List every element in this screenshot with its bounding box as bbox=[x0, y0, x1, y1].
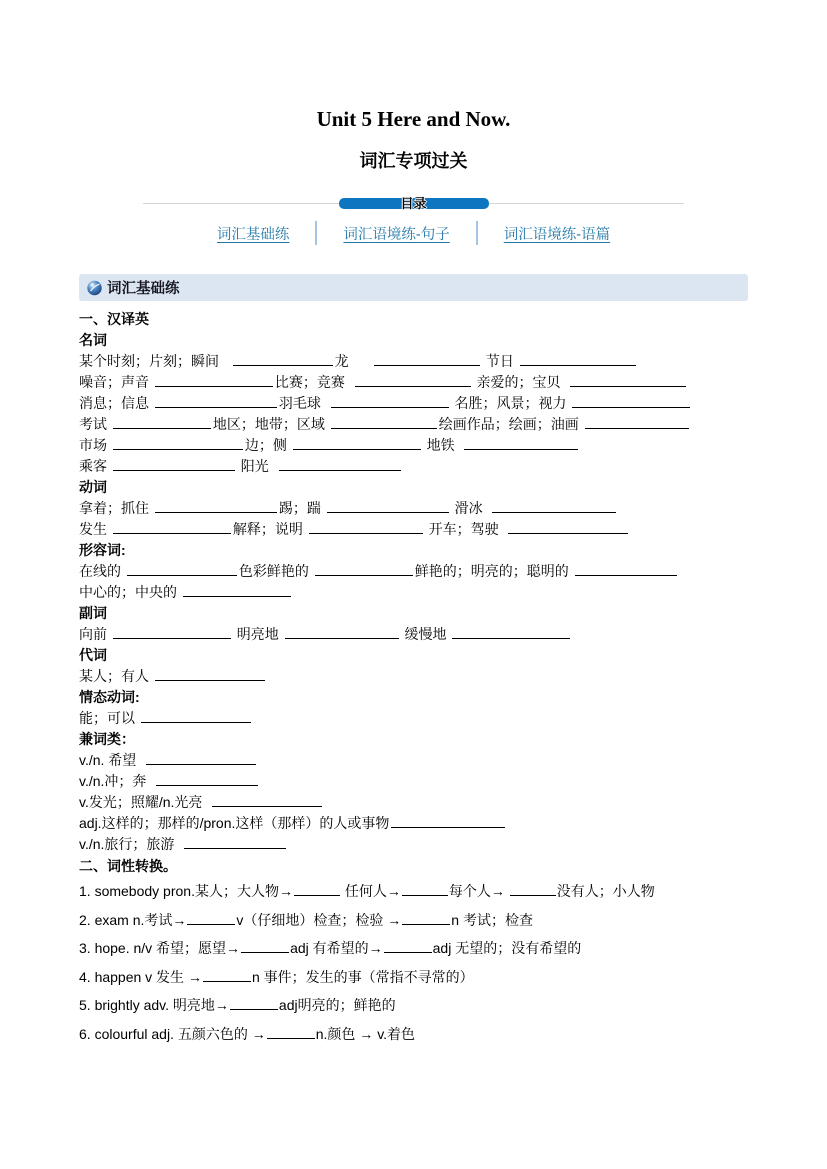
row-text: 考试 bbox=[79, 416, 111, 432]
toc-label: 目录 bbox=[400, 196, 427, 211]
row-text: 地区；地带；区域 bbox=[212, 416, 329, 432]
answer-blank[interactable] bbox=[113, 626, 231, 639]
row-text: 绘画作品；绘画；油画 bbox=[438, 416, 583, 432]
row-text: 某个时刻；片刻；瞬间 bbox=[79, 353, 231, 369]
vocab-row bbox=[79, 372, 748, 393]
row-text: 阳光 bbox=[236, 458, 277, 474]
toc-divider bbox=[79, 196, 748, 212]
row-text: 3. hope. n/v 希望；愿望→ bbox=[79, 940, 241, 956]
row-text: 解释；说明 bbox=[232, 521, 307, 537]
vocab-row bbox=[79, 792, 748, 813]
answer-blank[interactable] bbox=[331, 416, 437, 429]
answer-blank[interactable] bbox=[374, 353, 480, 366]
answer-blank[interactable] bbox=[510, 883, 556, 896]
row-text: 2. exam n.考试→ bbox=[79, 911, 187, 928]
toc-link-2[interactable]: 词汇语境练-句子 bbox=[343, 226, 450, 243]
row-text: 噪音；声音 bbox=[79, 374, 153, 390]
group-heading: 兼词类： bbox=[79, 731, 135, 747]
answer-blank[interactable] bbox=[212, 794, 322, 807]
answer-blank[interactable] bbox=[155, 395, 277, 408]
answer-blank[interactable] bbox=[184, 836, 286, 849]
toc-link-1[interactable]: 词汇基础练 bbox=[216, 226, 290, 243]
vocab-content bbox=[79, 309, 748, 1048]
answer-blank[interactable] bbox=[183, 584, 291, 597]
row-text: 羽毛球 bbox=[278, 395, 329, 411]
row-text: n 事件；发生的事（常指不寻常的） bbox=[251, 968, 474, 985]
row-text: 名胜；风景；视力 bbox=[450, 395, 571, 411]
row-text: 消息；信息 bbox=[79, 395, 153, 411]
row-text: 4. happen v 发生 → bbox=[79, 968, 202, 985]
conversion-row bbox=[79, 963, 748, 992]
answer-blank[interactable] bbox=[113, 458, 235, 471]
row-text: 1. somebody pron.某人；大人物→ bbox=[79, 883, 293, 899]
conversion-row bbox=[79, 1020, 748, 1049]
vocab-row bbox=[79, 813, 748, 834]
answer-blank[interactable] bbox=[508, 521, 628, 534]
toc-link-3[interactable]: 词汇语境练-语篇 bbox=[503, 226, 611, 243]
group-heading: 情态动词: bbox=[79, 689, 140, 705]
row-text: v./n.旅行；旅游 bbox=[79, 836, 183, 852]
vocab-row bbox=[79, 351, 748, 372]
row-text: v（仔细地）检查；检验 → bbox=[236, 911, 402, 928]
answer-blank[interactable] bbox=[113, 521, 231, 534]
vocab-row bbox=[79, 414, 748, 435]
conversion-row bbox=[79, 991, 748, 1020]
answer-blank[interactable] bbox=[384, 940, 432, 953]
row-text: 每个人→ bbox=[448, 883, 509, 899]
answer-blank[interactable] bbox=[203, 969, 251, 982]
answer-blank[interactable] bbox=[572, 395, 690, 408]
vocab-row bbox=[79, 834, 748, 855]
section-header-bar bbox=[79, 274, 748, 301]
answer-blank[interactable] bbox=[285, 626, 399, 639]
answer-blank[interactable] bbox=[233, 353, 333, 366]
row-text: n.颜色 → v.着色 bbox=[315, 1025, 416, 1042]
row-text: 在线的 bbox=[79, 563, 125, 579]
answer-blank[interactable] bbox=[520, 353, 636, 366]
answer-blank[interactable] bbox=[402, 912, 450, 925]
group-heading: 形容词: bbox=[79, 542, 126, 558]
answer-blank[interactable] bbox=[570, 374, 686, 387]
row-text: 缓慢地 bbox=[400, 626, 451, 642]
row-text: 亲爱的；宝贝 bbox=[472, 374, 569, 390]
vocab-row bbox=[79, 750, 748, 771]
part1-title: 一、汉译英 bbox=[79, 311, 149, 327]
answer-blank[interactable] bbox=[127, 563, 237, 576]
vocab-row bbox=[79, 435, 748, 456]
row-text: adj 有希望的→ bbox=[290, 940, 383, 956]
group-heading: 名词 bbox=[79, 332, 107, 348]
answer-blank[interactable] bbox=[294, 883, 340, 896]
vocab-groups bbox=[79, 330, 748, 855]
row-text: v./n.冲；奔 bbox=[79, 773, 155, 789]
pen-icon bbox=[86, 279, 103, 296]
conversion-row bbox=[79, 934, 748, 963]
row-text: n 考试；检查 bbox=[451, 911, 533, 928]
conversion-list bbox=[79, 877, 748, 1048]
row-text: 地铁 bbox=[422, 437, 463, 453]
row-text: 龙 bbox=[334, 353, 373, 369]
answer-blank[interactable] bbox=[585, 416, 689, 429]
row-text: 任何人→ bbox=[340, 883, 401, 899]
answer-blank[interactable] bbox=[230, 997, 278, 1010]
vocab-row bbox=[79, 456, 748, 477]
row-text: 踢；踹 bbox=[278, 500, 325, 516]
row-text: v./n. 希望 bbox=[79, 752, 145, 768]
answer-blank[interactable] bbox=[113, 437, 243, 450]
vocab-row bbox=[79, 561, 748, 582]
answer-blank[interactable] bbox=[391, 815, 505, 828]
answer-blank[interactable] bbox=[309, 521, 423, 534]
row-text: 节日 bbox=[482, 353, 518, 369]
answer-blank[interactable] bbox=[331, 395, 449, 408]
answer-blank[interactable] bbox=[492, 500, 616, 513]
vocab-row bbox=[79, 708, 748, 729]
toc-links bbox=[79, 221, 748, 245]
answer-blank[interactable] bbox=[146, 752, 256, 765]
group-heading: 副词 bbox=[79, 605, 107, 621]
vocab-row bbox=[79, 666, 748, 687]
row-text: 5. brightly adv. 明亮地→ bbox=[79, 997, 229, 1013]
row-text: 某人；有人 bbox=[79, 668, 153, 684]
row-text: 比赛；竞赛 bbox=[274, 374, 353, 390]
answer-blank[interactable] bbox=[327, 500, 449, 513]
answer-blank[interactable] bbox=[452, 626, 570, 639]
answer-blank[interactable] bbox=[156, 773, 258, 786]
row-text: 边；侧 bbox=[244, 437, 291, 453]
answer-blank[interactable] bbox=[293, 437, 421, 450]
section-header-label: 词汇基础练 bbox=[107, 281, 180, 297]
part2-title: 二、词性转换。 bbox=[79, 858, 177, 874]
row-text: 向前 bbox=[79, 626, 111, 642]
answer-blank[interactable] bbox=[155, 374, 273, 387]
answer-blank[interactable] bbox=[575, 563, 677, 576]
row-text: adj明亮的；鲜艳的 bbox=[278, 997, 396, 1013]
answer-blank[interactable] bbox=[464, 437, 578, 450]
vocab-row bbox=[79, 519, 748, 540]
group-heading: 动词 bbox=[79, 479, 107, 495]
answer-blank[interactable] bbox=[315, 563, 413, 576]
row-text: 色彩鲜艳的 bbox=[238, 563, 313, 579]
answer-blank[interactable] bbox=[141, 710, 251, 723]
conversion-row bbox=[79, 877, 748, 906]
page-subtitle: 词汇专项过关 bbox=[359, 151, 468, 171]
vocab-row bbox=[79, 393, 748, 414]
row-text: adj.这样的；那样的/pron.这样（那样）的人或事物 bbox=[79, 815, 390, 831]
conversion-row bbox=[79, 906, 748, 935]
vocab-row bbox=[79, 582, 748, 603]
answer-blank[interactable] bbox=[279, 458, 401, 471]
row-text: 开车；驾驶 bbox=[424, 521, 507, 537]
row-text: 明亮地 bbox=[232, 626, 283, 642]
answer-blank[interactable] bbox=[241, 940, 289, 953]
answer-blank[interactable] bbox=[355, 374, 471, 387]
vocab-row bbox=[79, 624, 748, 645]
row-text: 市场 bbox=[79, 437, 111, 453]
row-text: adj 无望的；没有希望的 bbox=[432, 940, 582, 956]
answer-blank[interactable] bbox=[402, 883, 448, 896]
page-title: Unit 5 Here and Now. bbox=[316, 107, 511, 131]
row-text: 拿着；抓住 bbox=[79, 500, 153, 516]
row-text: 发生 bbox=[79, 521, 111, 537]
row-text: 没有人；小人物 bbox=[556, 883, 655, 899]
row-text: 能；可以 bbox=[79, 710, 139, 726]
row-text: 中心的；中央的 bbox=[79, 584, 181, 600]
answer-blank[interactable] bbox=[187, 912, 235, 925]
row-text: 滑冰 bbox=[450, 500, 491, 516]
vocab-row bbox=[79, 498, 748, 519]
answer-blank[interactable] bbox=[155, 500, 277, 513]
group-heading: 代词 bbox=[79, 647, 107, 663]
row-text: 鲜艳的；明亮的；聪明的 bbox=[414, 563, 573, 579]
answer-blank[interactable] bbox=[267, 1026, 315, 1039]
answer-blank[interactable] bbox=[155, 668, 265, 681]
row-text: v.发光；照耀/n.光亮 bbox=[79, 794, 211, 810]
vocab-row bbox=[79, 771, 748, 792]
answer-blank[interactable] bbox=[113, 416, 211, 429]
row-text: 乘客 bbox=[79, 458, 111, 474]
row-text: 6. colourful adj. 五颜六色的 → bbox=[79, 1025, 266, 1042]
